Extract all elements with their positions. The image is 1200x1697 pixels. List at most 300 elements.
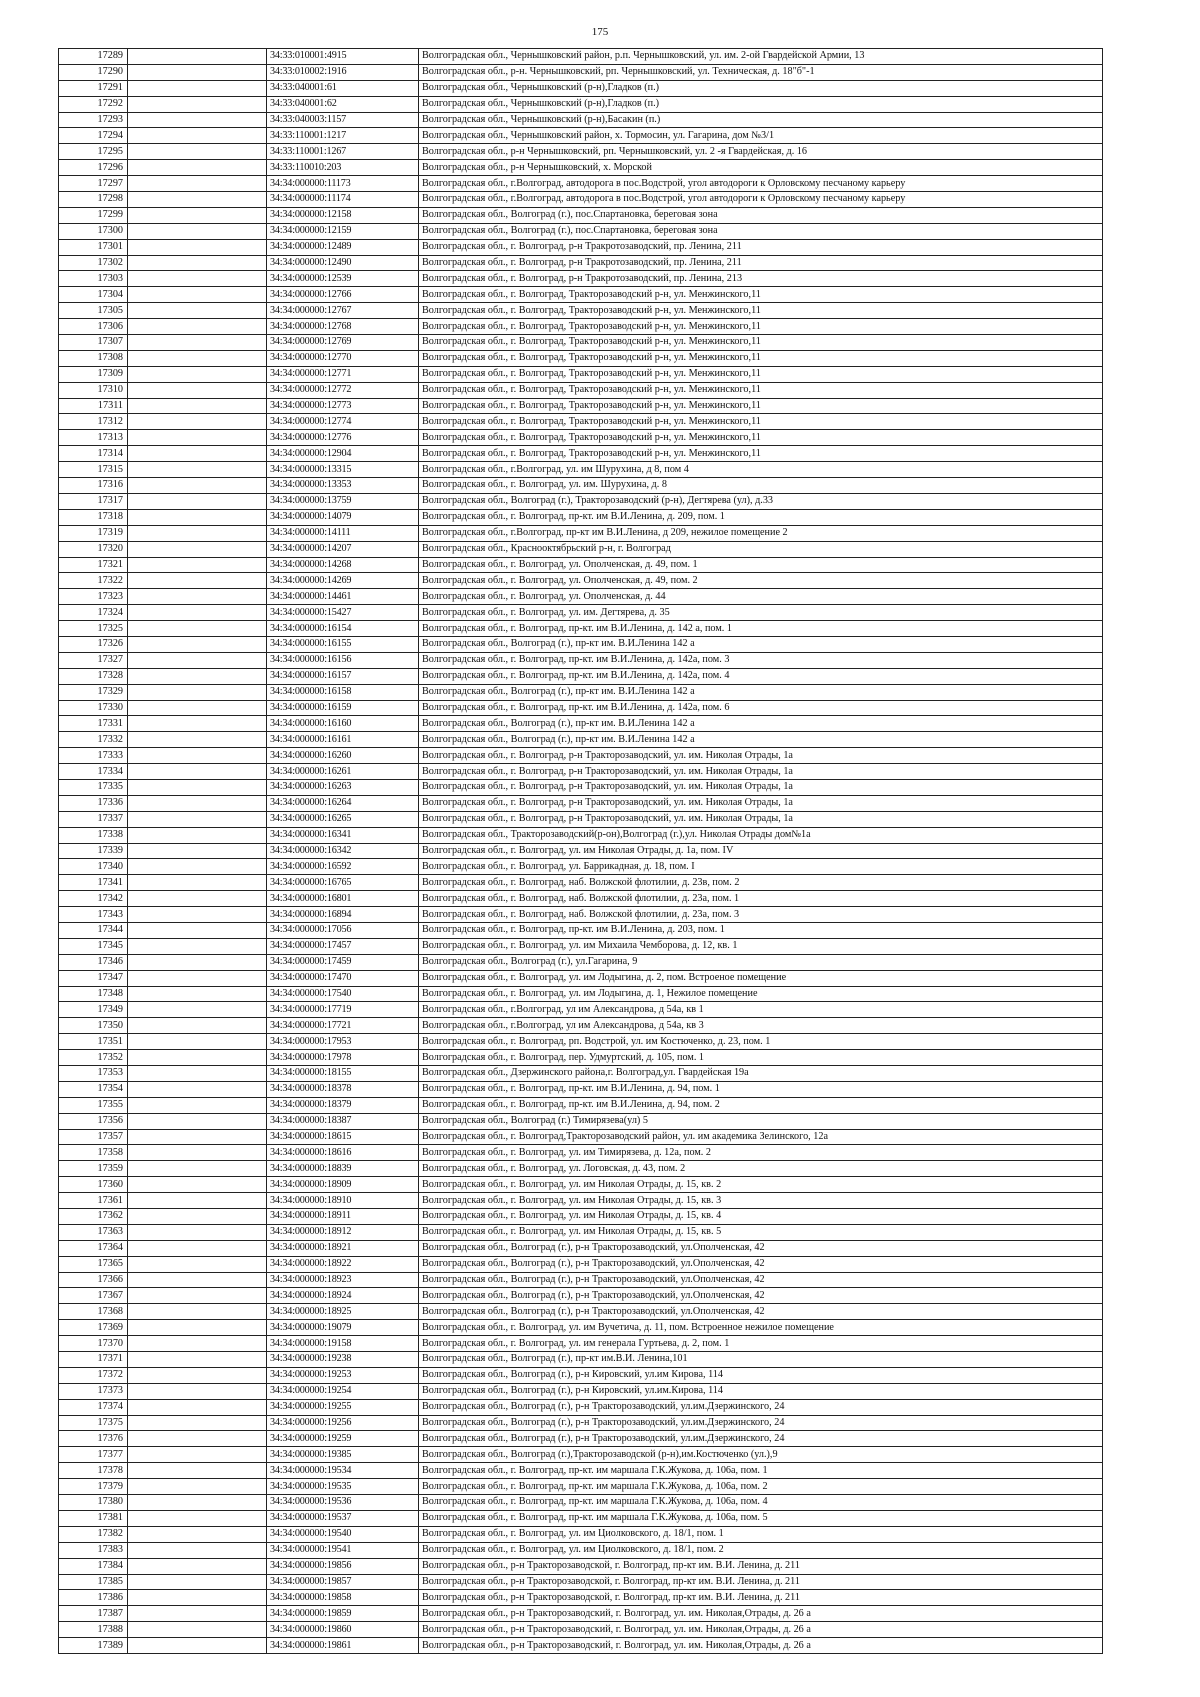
- cadastral-number-cell: 34:33:110001:1267: [267, 144, 419, 160]
- address-cell: Волгоградская обл., Волгоград (г.), пр-кт им. В.И.Ленина 142 а: [419, 636, 1103, 652]
- blank-cell: [128, 700, 267, 716]
- table-row: [59, 1177, 1103, 1193]
- cadastral-number-cell: 34:34:000000:19259: [267, 1431, 419, 1447]
- table-row: [59, 1113, 1103, 1129]
- cadastral-number-cell: 34:34:000000:14461: [267, 589, 419, 605]
- cadastral-number-cell: 34:34:000000:11174: [267, 192, 419, 208]
- table-row: [59, 716, 1103, 732]
- row-number-cell: 17310: [59, 382, 128, 398]
- cadastral-number-cell: 34:34:000000:19256: [267, 1415, 419, 1431]
- cadastral-number-cell: 34:34:000000:16765: [267, 875, 419, 891]
- row-number-cell: 17319: [59, 525, 128, 541]
- blank-cell: [128, 1177, 267, 1193]
- blank-cell: [128, 112, 267, 128]
- address-cell: Волгоградская обл., Волгоград (г.) Тимирязева(ул) 5: [419, 1113, 1103, 1129]
- row-number-cell: 17337: [59, 811, 128, 827]
- address-cell: Волгоградская обл., р-н Чернышковский, х. Морской: [419, 160, 1103, 176]
- cadastral-number-cell: 34:34:000000:12158: [267, 207, 419, 223]
- cadastral-number-cell: 34:34:000000:14079: [267, 509, 419, 525]
- address-cell: Волгоградская обл., Дзержинского района,г. Волгоград,ул. Гвардейская 19а: [419, 1066, 1103, 1082]
- blank-cell: [128, 1018, 267, 1034]
- address-cell: Волгоградская обл., г. Волгоград, ул. им. Дегтярева, д. 35: [419, 605, 1103, 621]
- address-cell: Волгоградская обл., Волгоград (г.), р-н Кировский, ул.им.Кирова, 114: [419, 1383, 1103, 1399]
- address-cell: Волгоградская обл., р-н. Чернышковский, рп. Чернышковский, ул. Техническая, д. 18"б"-1: [419, 64, 1103, 80]
- row-number-cell: 17343: [59, 907, 128, 923]
- blank-cell: [128, 605, 267, 621]
- blank-cell: [128, 541, 267, 557]
- cadastral-number-cell: 34:34:000000:18910: [267, 1193, 419, 1209]
- cadastral-number-cell: 34:34:000000:13353: [267, 478, 419, 494]
- blank-cell: [128, 49, 267, 65]
- address-cell: Волгоградская обл., г. Волгоград, наб. Волжской флотилии, д. 23а, пом. 3: [419, 907, 1103, 923]
- blank-cell: [128, 1542, 267, 1558]
- blank-cell: [128, 891, 267, 907]
- cadastral-number-cell: 34:34:000000:18378: [267, 1081, 419, 1097]
- row-number-cell: 17330: [59, 700, 128, 716]
- address-cell: Волгоградская обл., г. Волгоград, пр-кт. им В.И.Ленина, д. 142а, пом. 3: [419, 652, 1103, 668]
- table-row: [59, 430, 1103, 446]
- table-row: [59, 1129, 1103, 1145]
- blank-cell: [128, 1097, 267, 1113]
- row-number-cell: 17388: [59, 1622, 128, 1638]
- address-cell: Волгоградская обл., Чернышковский район, х. Тормосин, ул. Гагарина, дом №3/1: [419, 128, 1103, 144]
- table-row: [59, 764, 1103, 780]
- address-cell: Волгоградская обл., г. Волгоград, ул. им Николая Отрады, д. 15, кв. 4: [419, 1209, 1103, 1225]
- blank-cell: [128, 1622, 267, 1638]
- table-row: [59, 319, 1103, 335]
- cadastral-number-cell: 34:34:000000:11173: [267, 176, 419, 192]
- cadastral-number-cell: 34:34:000000:17457: [267, 938, 419, 954]
- cadastral-number-cell: 34:34:000000:18616: [267, 1145, 419, 1161]
- cadastral-number-cell: 34:34:000000:12776: [267, 430, 419, 446]
- blank-cell: [128, 1066, 267, 1082]
- row-number-cell: 17289: [59, 49, 128, 65]
- blank-cell: [128, 875, 267, 891]
- cadastral-number-cell: 34:34:000000:12772: [267, 382, 419, 398]
- cadastral-number-cell: 34:34:000000:16265: [267, 811, 419, 827]
- row-number-cell: 17385: [59, 1574, 128, 1590]
- row-number-cell: 17339: [59, 843, 128, 859]
- table-row: [59, 636, 1103, 652]
- address-cell: Волгоградская обл., р-н Чернышковский, рп. Чернышковский, ул. 2 -я Гвардейская, д. 16: [419, 144, 1103, 160]
- table-row: [59, 509, 1103, 525]
- blank-cell: [128, 938, 267, 954]
- blank-cell: [128, 128, 267, 144]
- address-cell: Волгоградская обл., г. Волгоград, пр-кт. им маршала Г.К.Жукова, д. 106а, пом. 4: [419, 1495, 1103, 1511]
- table-row: [59, 1081, 1103, 1097]
- row-number-cell: 17315: [59, 462, 128, 478]
- table-row: [59, 922, 1103, 938]
- address-cell: Волгоградская обл., г.Волгоград, ул им Александрова, д 54а, кв 1: [419, 1002, 1103, 1018]
- table-row: [59, 1161, 1103, 1177]
- address-cell: Волгоградская обл., Волгоград (г.), р-н Тракторозаводский, ул.Ополченская, 42: [419, 1304, 1103, 1320]
- address-cell: Волгоградская обл., р-н Тракторозаводской, г. Волгоград, пр-кт им. В.И. Ленина, д. 211: [419, 1558, 1103, 1574]
- row-number-cell: 17360: [59, 1177, 128, 1193]
- blank-cell: [128, 414, 267, 430]
- table-row: [59, 303, 1103, 319]
- table-row: [59, 49, 1103, 65]
- blank-cell: [128, 366, 267, 382]
- address-cell: Волгоградская обл., г. Волгоград, рп. Водстрой, ул. им Костюченко, д. 23, пом. 1: [419, 1034, 1103, 1050]
- address-cell: Волгоградская обл., г. Волгоград, пр-кт. им В.И.Ленина, д. 142 а, пом. 1: [419, 621, 1103, 637]
- blank-cell: [128, 350, 267, 366]
- address-cell: Волгоградская обл., г.Волгоград, автодорога в пос.Водстрой, угол автодороги к Орловскому песчаному карьеру: [419, 192, 1103, 208]
- row-number-cell: 17299: [59, 207, 128, 223]
- table-row: [59, 350, 1103, 366]
- blank-cell: [128, 1606, 267, 1622]
- address-cell: Волгоградская обл., г. Волгоград, Тракторозаводский р-н, ул. Менжинского,11: [419, 446, 1103, 462]
- cadastral-number-cell: 34:34:000000:18387: [267, 1113, 419, 1129]
- cadastral-number-cell: 34:34:000000:12770: [267, 350, 419, 366]
- table-row: [59, 970, 1103, 986]
- table-row: [59, 891, 1103, 907]
- row-number-cell: 17321: [59, 557, 128, 573]
- blank-cell: [128, 1193, 267, 1209]
- row-number-cell: 17296: [59, 160, 128, 176]
- table-row: [59, 907, 1103, 923]
- blank-cell: [128, 573, 267, 589]
- blank-cell: [128, 1336, 267, 1352]
- cadastral-number-cell: 34:34:000000:12769: [267, 335, 419, 351]
- blank-cell: [128, 1161, 267, 1177]
- table-row: [59, 160, 1103, 176]
- address-cell: Волгоградская обл., г. Волгоград, р-н Тракторозаводский, ул. им. Николая Отрады, 1а: [419, 764, 1103, 780]
- cadastral-number-cell: 34:34:000000:14268: [267, 557, 419, 573]
- row-number-cell: 17327: [59, 652, 128, 668]
- blank-cell: [128, 1129, 267, 1145]
- table-row: [59, 1304, 1103, 1320]
- address-cell: Волгоградская обл., Волгоград (г.), р-н Кировский, ул.им Кирова, 114: [419, 1367, 1103, 1383]
- address-cell: Волгоградская обл., Волгоград (г.), р-н Тракторозаводский, ул.Ополченская, 42: [419, 1256, 1103, 1272]
- row-number-cell: 17318: [59, 509, 128, 525]
- table-row: [59, 1463, 1103, 1479]
- row-number-cell: 17377: [59, 1447, 128, 1463]
- cadastral-number-cell: 34:34:000000:18615: [267, 1129, 419, 1145]
- table-row: [59, 1367, 1103, 1383]
- blank-cell: [128, 1367, 267, 1383]
- row-number-cell: 17387: [59, 1606, 128, 1622]
- row-number-cell: 17389: [59, 1638, 128, 1654]
- blank-cell: [128, 716, 267, 732]
- row-number-cell: 17382: [59, 1526, 128, 1542]
- blank-cell: [128, 1399, 267, 1415]
- cadastral-number-cell: 34:34:000000:19385: [267, 1447, 419, 1463]
- cadastral-number-cell: 34:34:000000:19254: [267, 1383, 419, 1399]
- blank-cell: [128, 223, 267, 239]
- address-cell: Волгоградская обл., г.Волгоград, автодорога в пос.Водстрой, угол автодороги к Орловскому песчаному карьеру: [419, 176, 1103, 192]
- address-cell: Волгоградская обл., г. Волгоград, пр-кт. им маршала Г.К.Жукова, д. 106а, пом. 5: [419, 1510, 1103, 1526]
- row-number-cell: 17380: [59, 1495, 128, 1511]
- blank-cell: [128, 1558, 267, 1574]
- blank-cell: [128, 732, 267, 748]
- row-number-cell: 17351: [59, 1034, 128, 1050]
- cadastral-number-cell: 34:34:000000:12766: [267, 287, 419, 303]
- address-cell: Волгоградская обл., г.Волгоград, ул. им Шурухина, д 8, пом 4: [419, 462, 1103, 478]
- cadastral-number-cell: 34:34:000000:16157: [267, 668, 419, 684]
- blank-cell: [128, 1383, 267, 1399]
- address-cell: Волгоградская обл., г. Волгоград, пр-кт. им В.И.Ленина, д. 142а, пом. 6: [419, 700, 1103, 716]
- table-row: [59, 335, 1103, 351]
- row-number-cell: 17346: [59, 954, 128, 970]
- table-row: [59, 1002, 1103, 1018]
- cadastral-number-cell: 34:34:000000:19860: [267, 1622, 419, 1638]
- cadastral-number-cell: 34:34:000000:17459: [267, 954, 419, 970]
- address-cell: Волгоградская обл., р-н Тракторозаводский, г. Волгоград, ул. им. Николая,Отрады, д. 26 а: [419, 1606, 1103, 1622]
- row-number-cell: 17364: [59, 1240, 128, 1256]
- table-row: [59, 382, 1103, 398]
- row-number-cell: 17334: [59, 764, 128, 780]
- table-row: [59, 938, 1103, 954]
- cadastral-number-cell: 34:34:000000:17719: [267, 1002, 419, 1018]
- table-row: [59, 1256, 1103, 1272]
- blank-cell: [128, 827, 267, 843]
- row-number-cell: 17293: [59, 112, 128, 128]
- address-cell: Волгоградская обл., г. Волгоград, ул. Ополченская, д. 49, пом. 2: [419, 573, 1103, 589]
- row-number-cell: 17344: [59, 922, 128, 938]
- row-number-cell: 17328: [59, 668, 128, 684]
- table-row: [59, 954, 1103, 970]
- row-number-cell: 17307: [59, 335, 128, 351]
- blank-cell: [128, 1224, 267, 1240]
- cadastral-number-cell: 34:34:000000:19856: [267, 1558, 419, 1574]
- table-row: [59, 1018, 1103, 1034]
- cadastral-number-cell: 34:34:000000:18155: [267, 1066, 419, 1082]
- row-number-cell: 17308: [59, 350, 128, 366]
- table-row: [59, 1193, 1103, 1209]
- address-cell: Волгоградская обл., г. Волгоград, р-н Тракротозаводский, пр. Ленина, 213: [419, 271, 1103, 287]
- row-number-cell: 17384: [59, 1558, 128, 1574]
- address-cell: Волгоградская обл., г. Волгоград, ул. им Циолковского, д. 18/1, пом. 2: [419, 1542, 1103, 1558]
- cadastral-number-cell: 34:34:000000:16801: [267, 891, 419, 907]
- address-cell: Волгоградская обл., г. Волгоград, ул. им генерала Гуртьева, д. 2, пом. 1: [419, 1336, 1103, 1352]
- cadastral-number-cell: 34:34:000000:13759: [267, 493, 419, 509]
- table-row: [59, 700, 1103, 716]
- table-row: [59, 1066, 1103, 1082]
- address-cell: Волгоградская обл., г. Волгоград, Тракторозаводский р-н, ул. Менжинского,11: [419, 366, 1103, 382]
- cadastral-number-cell: 34:34:000000:14269: [267, 573, 419, 589]
- row-number-cell: 17353: [59, 1066, 128, 1082]
- table-row: [59, 96, 1103, 112]
- cadastral-number-cell: 34:34:000000:17540: [267, 986, 419, 1002]
- table-row: [59, 1320, 1103, 1336]
- row-number-cell: 17301: [59, 239, 128, 255]
- table-row: [59, 986, 1103, 1002]
- registry-table: [58, 48, 1103, 1654]
- cadastral-number-cell: 34:33:110010:203: [267, 160, 419, 176]
- blank-cell: [128, 1081, 267, 1097]
- table-row: [59, 779, 1103, 795]
- table-row: [59, 366, 1103, 382]
- blank-cell: [128, 795, 267, 811]
- blank-cell: [128, 525, 267, 541]
- address-cell: Волгоградская обл., г. Волгоград,Тракторозаводский район, ул. им академика Зелинского, 12а: [419, 1129, 1103, 1145]
- table-row: [59, 398, 1103, 414]
- cadastral-number-cell: 34:34:000000:19158: [267, 1336, 419, 1352]
- row-number-cell: 17306: [59, 319, 128, 335]
- blank-cell: [128, 64, 267, 80]
- blank-cell: [128, 1145, 267, 1161]
- row-number-cell: 17314: [59, 446, 128, 462]
- table-row: [59, 112, 1103, 128]
- cadastral-number-cell: 34:34:000000:12771: [267, 366, 419, 382]
- address-cell: Волгоградская обл., г. Волгоград, ул. Ополченская, д. 44: [419, 589, 1103, 605]
- blank-cell: [128, 636, 267, 652]
- blank-cell: [128, 382, 267, 398]
- table-row: [59, 1383, 1103, 1399]
- address-cell: Волгоградская обл., г. Волгоград, р-н Тракротозаводский, пр. Ленина, 211: [419, 239, 1103, 255]
- blank-cell: [128, 478, 267, 494]
- cadastral-number-cell: 34:34:000000:19857: [267, 1574, 419, 1590]
- address-cell: Волгоградская обл., г. Волгоград, Тракторозаводский р-н, ул. Менжинского,11: [419, 319, 1103, 335]
- blank-cell: [128, 1304, 267, 1320]
- row-number-cell: 17300: [59, 223, 128, 239]
- address-cell: Волгоградская обл., Чернышковский район, р.п. Чернышковский, ул. им. 2-ой Гвардейской Армии, 13: [419, 49, 1103, 65]
- address-cell: Волгоградская обл., г. Волгоград, Тракторозаводский р-н, ул. Менжинского,11: [419, 382, 1103, 398]
- blank-cell: [128, 1352, 267, 1368]
- row-number-cell: 17320: [59, 541, 128, 557]
- blank-cell: [128, 462, 267, 478]
- row-number-cell: 17373: [59, 1383, 128, 1399]
- blank-cell: [128, 271, 267, 287]
- blank-cell: [128, 907, 267, 923]
- address-cell: Волгоградская обл., р-н Тракторозаводский, г. Волгоград, ул. им. Николая,Отрады, д. 26 а: [419, 1638, 1103, 1654]
- row-number-cell: 17311: [59, 398, 128, 414]
- table-row: [59, 843, 1103, 859]
- blank-cell: [128, 319, 267, 335]
- row-number-cell: 17361: [59, 1193, 128, 1209]
- row-number-cell: 17365: [59, 1256, 128, 1272]
- row-number-cell: 17302: [59, 255, 128, 271]
- address-cell: Волгоградская обл., г. Волгоград, р-н Тракротозаводский, пр. Ленина, 211: [419, 255, 1103, 271]
- row-number-cell: 17366: [59, 1272, 128, 1288]
- table-row: [59, 1638, 1103, 1654]
- cadastral-number-cell: 34:34:000000:17470: [267, 970, 419, 986]
- blank-cell: [128, 859, 267, 875]
- row-number-cell: 17298: [59, 192, 128, 208]
- address-cell: Волгоградская обл., г. Волгоград, пр-кт. им В.И.Ленина, д. 203, пом. 1: [419, 922, 1103, 938]
- row-number-cell: 17370: [59, 1336, 128, 1352]
- cadastral-number-cell: 34:33:110001:1217: [267, 128, 419, 144]
- cadastral-number-cell: 34:34:000000:18923: [267, 1272, 419, 1288]
- address-cell: Волгоградская обл., г. Волгоград, ул. им Лодыгина, д. 2, пом. Встроеное помещение: [419, 970, 1103, 986]
- address-cell: Волгоградская обл., г. Волгоград, ул. Баррикадная, д. 18, пом. I: [419, 859, 1103, 875]
- table-row: [59, 239, 1103, 255]
- table-row: [59, 1415, 1103, 1431]
- cadastral-number-cell: 34:34:000000:14111: [267, 525, 419, 541]
- row-number-cell: 17363: [59, 1224, 128, 1240]
- blank-cell: [128, 1463, 267, 1479]
- cadastral-number-cell: 34:34:000000:19540: [267, 1526, 419, 1542]
- cadastral-number-cell: 34:34:000000:16160: [267, 716, 419, 732]
- cadastral-number-cell: 34:34:000000:16341: [267, 827, 419, 843]
- table-row: [59, 1288, 1103, 1304]
- cadastral-number-cell: 34:34:000000:19253: [267, 1367, 419, 1383]
- blank-cell: [128, 922, 267, 938]
- table-row: [59, 1526, 1103, 1542]
- table-row: [59, 1209, 1103, 1225]
- address-cell: Волгоградская обл., г. Волгоград, Тракторозаводский р-н, ул. Менжинского,11: [419, 335, 1103, 351]
- address-cell: Волгоградская обл., Волгоград (г.), пр-кт им. В.И.Ленина 142 а: [419, 684, 1103, 700]
- cadastral-number-cell: 34:34:000000:19536: [267, 1495, 419, 1511]
- blank-cell: [128, 80, 267, 96]
- address-cell: Волгоградская обл., Волгоград (г.), р-н Тракторозаводский, ул.Ополченская, 42: [419, 1288, 1103, 1304]
- row-number-cell: 17312: [59, 414, 128, 430]
- address-cell: Волгоградская обл., Чернышковский (р-н),Гладков (п.): [419, 80, 1103, 96]
- blank-cell: [128, 1479, 267, 1495]
- address-cell: Волгоградская обл., г. Волгоград, пр-кт. им В.И.Ленина, д. 142а, пом. 4: [419, 668, 1103, 684]
- address-cell: Волгоградская обл., Волгоград (г.), пр-кт им. В.И.Ленина 142 а: [419, 732, 1103, 748]
- address-cell: Волгоградская обл., г. Волгоград, пер. Удмуртский, д. 105, пом. 1: [419, 1050, 1103, 1066]
- cadastral-number-cell: 34:34:000000:12159: [267, 223, 419, 239]
- row-number-cell: 17376: [59, 1431, 128, 1447]
- row-number-cell: 17348: [59, 986, 128, 1002]
- row-number-cell: 17309: [59, 366, 128, 382]
- address-cell: Волгоградская обл., г. Волгоград, ул. им Николая Отрады, д. 15, кв. 3: [419, 1193, 1103, 1209]
- blank-cell: [128, 1447, 267, 1463]
- table-row: [59, 144, 1103, 160]
- row-number-cell: 17368: [59, 1304, 128, 1320]
- row-number-cell: 17336: [59, 795, 128, 811]
- blank-cell: [128, 1240, 267, 1256]
- table-row: [59, 1447, 1103, 1463]
- row-number-cell: 17329: [59, 684, 128, 700]
- table-row: [59, 414, 1103, 430]
- table-row: [59, 176, 1103, 192]
- address-cell: Волгоградская обл., г. Волгоград, Тракторозаводский р-н, ул. Менжинского,11: [419, 287, 1103, 303]
- blank-cell: [128, 1590, 267, 1606]
- blank-cell: [128, 764, 267, 780]
- table-row: [59, 1224, 1103, 1240]
- blank-cell: [128, 303, 267, 319]
- cadastral-number-cell: 34:34:000000:18921: [267, 1240, 419, 1256]
- cadastral-number-cell: 34:34:000000:19537: [267, 1510, 419, 1526]
- row-number-cell: 17305: [59, 303, 128, 319]
- address-cell: Волгоградская обл., Волгоград (г.), пр-кт им.В.И. Ленина,101: [419, 1352, 1103, 1368]
- row-number-cell: 17357: [59, 1129, 128, 1145]
- table-row: [59, 1240, 1103, 1256]
- row-number-cell: 17317: [59, 493, 128, 509]
- cadastral-number-cell: 34:33:040001:61: [267, 80, 419, 96]
- cadastral-number-cell: 34:34:000000:15427: [267, 605, 419, 621]
- blank-cell: [128, 684, 267, 700]
- blank-cell: [128, 160, 267, 176]
- row-number-cell: 17386: [59, 1590, 128, 1606]
- address-cell: Волгоградская обл., г. Волгоград, пр-кт. им В.И.Ленина, д. 94, пом. 1: [419, 1081, 1103, 1097]
- table-row: [59, 605, 1103, 621]
- cadastral-number-cell: 34:34:000000:18911: [267, 1209, 419, 1225]
- blank-cell: [128, 1320, 267, 1336]
- table-row: [59, 1272, 1103, 1288]
- blank-cell: [128, 176, 267, 192]
- cadastral-number-cell: 34:34:000000:18925: [267, 1304, 419, 1320]
- blank-cell: [128, 1113, 267, 1129]
- table-row: [59, 1034, 1103, 1050]
- blank-cell: [128, 1002, 267, 1018]
- cadastral-number-cell: 34:34:000000:16261: [267, 764, 419, 780]
- address-cell: Волгоградская обл., г. Волгоград, ул. им Михаила Чемборова, д. 12, кв. 1: [419, 938, 1103, 954]
- address-cell: Волгоградская обл., г. Волгоград, ул. им Николая Отрады, д. 15, кв. 5: [419, 1224, 1103, 1240]
- table-row: [59, 1542, 1103, 1558]
- table-row: [59, 827, 1103, 843]
- blank-cell: [128, 986, 267, 1002]
- cadastral-number-cell: 34:34:000000:19534: [267, 1463, 419, 1479]
- cadastral-number-cell: 34:34:000000:19079: [267, 1320, 419, 1336]
- cadastral-number-cell: 34:34:000000:12768: [267, 319, 419, 335]
- address-cell: Волгоградская обл., г. Волгоград, р-н Тракторозаводский, ул. им. Николая Отрады, 1а: [419, 795, 1103, 811]
- address-cell: Волгоградская обл., г. Волгоград, наб. Волжской флотилии, д. 23а, пом. 1: [419, 891, 1103, 907]
- table-row: [59, 462, 1103, 478]
- blank-cell: [128, 811, 267, 827]
